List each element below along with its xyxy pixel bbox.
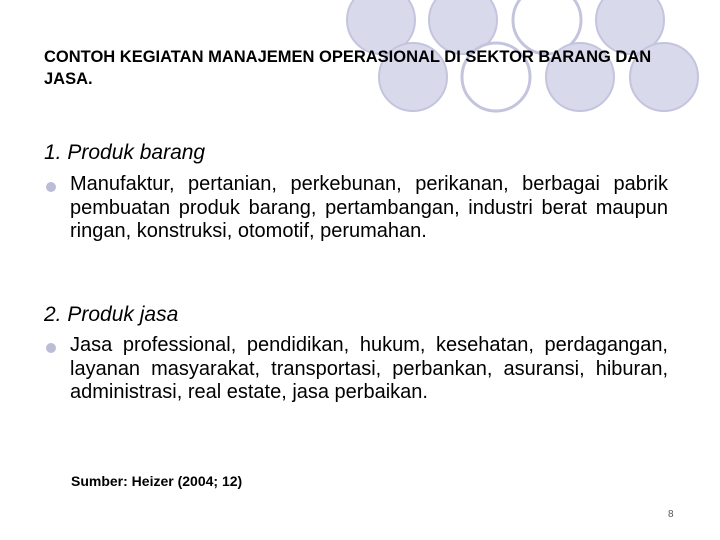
- section-heading-jasa: 2. Produk jasa: [44, 303, 179, 326]
- section-heading-barang: 1. Produk barang: [44, 141, 206, 164]
- bullet-text-barang: Manufaktur, pertanian, perkebunan, perikanan, berbagai pabrik pembuatan produk barang, pertambangan, industri berat maupun ringan, konstruksi, otomotif, perumahan.: [70, 173, 668, 242]
- slide-title: CONTOH KEGIATAN MANAJEMEN OPERASIONAL DI SEKTOR BARANG DAN JASA.: [44, 48, 652, 88]
- page-number: 8: [668, 509, 674, 520]
- bullet-text-jasa: Jasa professional, pendidikan, hukum, kesehatan, perdagangan, layanan masyarakat, transportasi, perbankan, asuransi, hiburan, administrasi, real estate, jasa perbaikan.: [70, 334, 668, 403]
- source-citation: Sumber: Heizer (2004; 12): [71, 473, 243, 489]
- bullet-icon: [46, 182, 56, 192]
- bullet-icon: [46, 343, 56, 353]
